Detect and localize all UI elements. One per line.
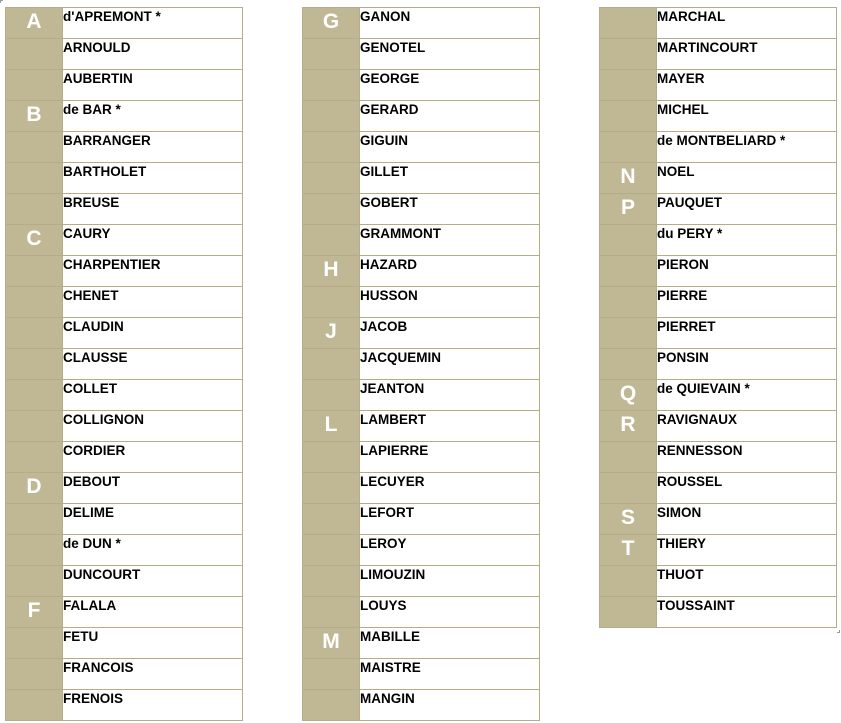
table-row [6, 132, 243, 163]
index-letter-cell [600, 256, 657, 287]
surname-cell: PONSIN [657, 349, 837, 380]
table-row [6, 597, 243, 628]
table-anchor-marker [0, 0, 3, 3]
table-row [600, 566, 837, 597]
table-row [6, 39, 243, 70]
index-letter-cell [600, 349, 657, 380]
surname-cell: CLAUSSE [63, 349, 243, 380]
surname-cell: MARCHAL [657, 8, 837, 39]
surname-cell: LIMOUZIN [360, 566, 540, 597]
index-letter-cell [303, 597, 360, 628]
table-row [600, 101, 837, 132]
table-resize-marker [837, 630, 840, 633]
table-row [600, 194, 837, 225]
table-row [303, 163, 540, 194]
table-row [600, 349, 837, 380]
table-row [6, 411, 243, 442]
table-row [303, 504, 540, 535]
table-row [600, 442, 837, 473]
index-letter-cell [600, 318, 657, 349]
index-letter-cell [303, 566, 360, 597]
index-letter-cell [6, 287, 63, 318]
surname-cell: BARRANGER [63, 132, 243, 163]
index-letter-cell [6, 132, 63, 163]
index-letter-cell: J [303, 318, 360, 349]
index-letter-cell [600, 8, 657, 39]
table-row [6, 287, 243, 318]
surname-cell: DEBOUT [63, 473, 243, 504]
table-row [303, 194, 540, 225]
index-letter-cell [6, 70, 63, 101]
table-row [303, 535, 540, 566]
index-letter-cell [303, 132, 360, 163]
index-letter-cell [6, 504, 63, 535]
surname-cell: de MONTBELIARD * [657, 132, 837, 163]
index-letter-cell: Q [600, 380, 657, 411]
table-row [303, 132, 540, 163]
table-row [600, 132, 837, 163]
index-letter-cell [303, 39, 360, 70]
surname-cell: de QUIEVAIN * [657, 380, 837, 411]
surname-cell: LEROY [360, 535, 540, 566]
table-row [600, 39, 837, 70]
surname-table-3 [599, 7, 837, 628]
table-row [303, 101, 540, 132]
index-letter-cell [6, 442, 63, 473]
surname-cell: CAURY [63, 225, 243, 256]
table-row [600, 163, 837, 194]
table-row [303, 287, 540, 318]
surname-cell: BARTHOLET [63, 163, 243, 194]
table-row [303, 597, 540, 628]
surname-cell: FETU [63, 628, 243, 659]
surname-cell: MARTINCOURT [657, 39, 837, 70]
surname-cell: COLLIGNON [63, 411, 243, 442]
surname-cell: CLAUDIN [63, 318, 243, 349]
table-row [303, 256, 540, 287]
surname-cell: GILLET [360, 163, 540, 194]
surname-cell: LEFORT [360, 504, 540, 535]
index-letter-cell [6, 628, 63, 659]
surname-cell: MABILLE [360, 628, 540, 659]
surname-cell: HAZARD [360, 256, 540, 287]
table-row [6, 473, 243, 504]
index-letter-cell [303, 70, 360, 101]
index-letter-cell [6, 380, 63, 411]
index-letter-cell [6, 659, 63, 690]
index-letter-cell [6, 194, 63, 225]
surname-cell: LAPIERRE [360, 442, 540, 473]
surname-cell: HUSSON [360, 287, 540, 318]
surname-cell: de DUN * [63, 535, 243, 566]
index-letter-cell [303, 194, 360, 225]
surname-cell: FRENOIS [63, 690, 243, 721]
index-letter-cell [303, 349, 360, 380]
table-row [600, 225, 837, 256]
surname-cell: GIGUIN [360, 132, 540, 163]
surname-cell: PIERON [657, 256, 837, 287]
table-row [303, 349, 540, 380]
table-row [6, 442, 243, 473]
index-letter-cell [6, 318, 63, 349]
table-row [6, 225, 243, 256]
surname-cell: MICHEL [657, 101, 837, 132]
surname-cell: THIERY [657, 535, 837, 566]
table-row [303, 473, 540, 504]
index-letter-cell: H [303, 256, 360, 287]
index-letter-cell [600, 70, 657, 101]
index-letter-cell [6, 566, 63, 597]
table-row [6, 380, 243, 411]
table-row [600, 318, 837, 349]
table-row [6, 70, 243, 101]
table-row [303, 380, 540, 411]
table-row [303, 8, 540, 39]
table-row [303, 628, 540, 659]
table-row [6, 504, 243, 535]
surname-cell: GOBERT [360, 194, 540, 225]
surname-cell: GEORGE [360, 70, 540, 101]
index-letter-cell [303, 442, 360, 473]
surname-cell: PAUQUET [657, 194, 837, 225]
index-letter-cell: L [303, 411, 360, 442]
table-row [6, 690, 243, 721]
surname-cell: GRAMMONT [360, 225, 540, 256]
table-row [6, 163, 243, 194]
surname-cell: LOUYS [360, 597, 540, 628]
surname-cell: LAMBERT [360, 411, 540, 442]
surname-cell: DELIME [63, 504, 243, 535]
name-column-2 [302, 7, 540, 721]
index-letter-cell [6, 349, 63, 380]
table-row [303, 659, 540, 690]
surname-cell: TOUSSAINT [657, 597, 837, 628]
index-letter-cell [6, 163, 63, 194]
table-row [303, 225, 540, 256]
surname-cell: RENNESSON [657, 442, 837, 473]
index-letter-cell: T [600, 535, 657, 566]
table-row [600, 504, 837, 535]
index-letter-cell [6, 256, 63, 287]
table-row [600, 8, 837, 39]
table-row [600, 411, 837, 442]
table-row [600, 473, 837, 504]
index-letter-cell [600, 225, 657, 256]
index-letter-cell: S [600, 504, 657, 535]
surname-cell: d'APREMONT * [63, 8, 243, 39]
surname-cell: MAISTRE [360, 659, 540, 690]
index-letter-cell: M [303, 628, 360, 659]
table-row [6, 194, 243, 225]
index-letter-cell: R [600, 411, 657, 442]
index-letter-cell [600, 566, 657, 597]
surname-cell: de BAR * [63, 101, 243, 132]
table-row [6, 659, 243, 690]
index-letter-cell [600, 287, 657, 318]
surname-cell: CHARPENTIER [63, 256, 243, 287]
index-letter-cell [303, 380, 360, 411]
index-letter-cell [600, 442, 657, 473]
surname-cell: DUNCOURT [63, 566, 243, 597]
surname-cell: PIERRE [657, 287, 837, 318]
surname-cell: JACOB [360, 318, 540, 349]
surname-cell: FALALA [63, 597, 243, 628]
surname-cell: MANGIN [360, 690, 540, 721]
surname-cell: LECUYER [360, 473, 540, 504]
index-letter-cell [600, 597, 657, 628]
surname-cell: ROUSSEL [657, 473, 837, 504]
surname-cell: FRANCOIS [63, 659, 243, 690]
surname-cell: GANON [360, 8, 540, 39]
table-row [303, 690, 540, 721]
table-row [303, 566, 540, 597]
index-letter-cell [6, 39, 63, 70]
surname-table-2 [302, 7, 540, 721]
surname-cell: NOEL [657, 163, 837, 194]
index-letter-cell [303, 690, 360, 721]
table-row [600, 535, 837, 566]
surname-cell: ARNOULD [63, 39, 243, 70]
surname-cell: THUOT [657, 566, 837, 597]
table-row [6, 256, 243, 287]
index-letter-cell: C [6, 225, 63, 256]
index-letter-cell: P [600, 194, 657, 225]
surname-cell: JACQUEMIN [360, 349, 540, 380]
table-row [6, 8, 243, 39]
index-letter-cell: B [6, 101, 63, 132]
index-letter-cell: N [600, 163, 657, 194]
table-row [600, 70, 837, 101]
index-letter-cell: F [6, 597, 63, 628]
table-row [303, 70, 540, 101]
index-letter-cell [303, 473, 360, 504]
index-letter-cell [303, 535, 360, 566]
table-row [6, 101, 243, 132]
index-letter-cell [600, 39, 657, 70]
index-letter-cell [303, 163, 360, 194]
surname-cell: COLLET [63, 380, 243, 411]
index-letter-cell [303, 101, 360, 132]
table-row [6, 628, 243, 659]
table-row [600, 256, 837, 287]
index-letter-cell [6, 535, 63, 566]
index-letter-cell: G [303, 8, 360, 39]
index-letter-cell [303, 504, 360, 535]
name-column-1 [5, 7, 243, 721]
surname-cell: GENOTEL [360, 39, 540, 70]
surname-cell: CORDIER [63, 442, 243, 473]
table-row [303, 318, 540, 349]
surname-cell: RAVIGNAUX [657, 411, 837, 442]
table-row [6, 349, 243, 380]
surname-cell: PIERRET [657, 318, 837, 349]
table-row [6, 318, 243, 349]
index-letter-cell [600, 132, 657, 163]
table-row [6, 566, 243, 597]
surname-cell: AUBERTIN [63, 70, 243, 101]
surname-cell: JEANTON [360, 380, 540, 411]
index-letter-cell [600, 473, 657, 504]
table-row [303, 411, 540, 442]
index-letter-cell [303, 287, 360, 318]
surname-cell: MAYER [657, 70, 837, 101]
index-letter-cell: D [6, 473, 63, 504]
surname-cell: CHENET [63, 287, 243, 318]
index-letter-cell [6, 411, 63, 442]
index-letter-cell [6, 690, 63, 721]
surname-cell: SIMON [657, 504, 837, 535]
surname-cell: BREUSE [63, 194, 243, 225]
index-letter-cell [303, 225, 360, 256]
name-column-3 [599, 7, 837, 628]
table-row [600, 380, 837, 411]
table-row [303, 442, 540, 473]
surname-table-1 [5, 7, 243, 721]
index-letter-cell: A [6, 8, 63, 39]
table-row [600, 597, 837, 628]
table-row [600, 287, 837, 318]
table-row [6, 535, 243, 566]
table-row [303, 39, 540, 70]
index-letter-cell [600, 101, 657, 132]
index-letter-cell [303, 659, 360, 690]
surname-cell: GERARD [360, 101, 540, 132]
surname-cell: du PERY * [657, 225, 837, 256]
